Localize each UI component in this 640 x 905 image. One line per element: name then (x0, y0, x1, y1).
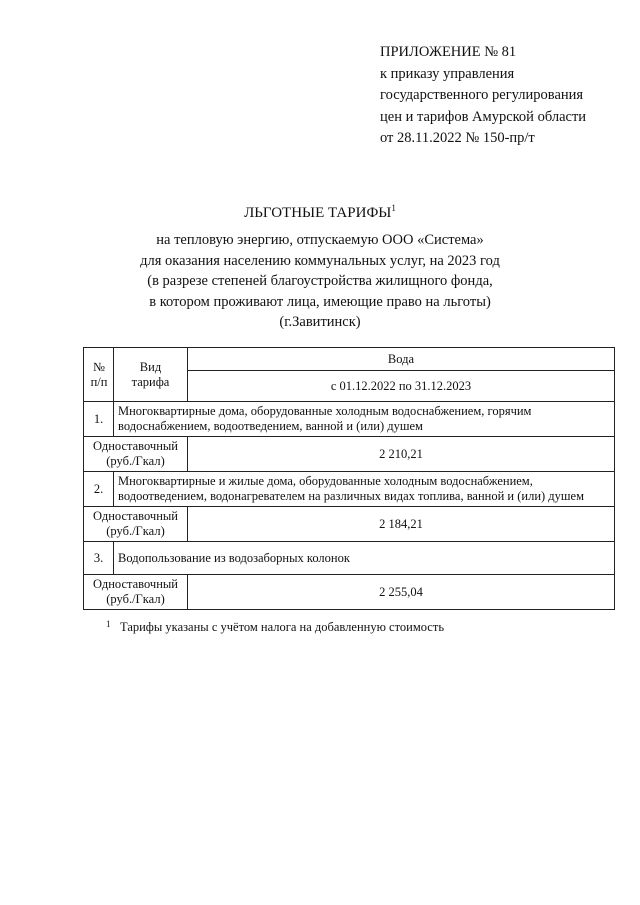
table-section-row (84, 402, 615, 437)
tariff-label: Одноставочный (руб./Гкал) (84, 437, 188, 472)
subtitle-line: на тепловую энергию, отпускаемую ООО «Система» (156, 232, 484, 248)
section-description: Водопользование из водозаборных колонок (114, 542, 615, 575)
subtitle-line: (г.Завитинск) (279, 314, 361, 330)
section-description: Многоквартирные и жилые дома, оборудованные холодным водоснабжением, водоотведением, водонагревателем на различных видах топлива, ванной и (или) душем (114, 472, 615, 507)
table-section-row (84, 472, 615, 507)
document-subtitle (0, 230, 640, 333)
tariff-label: Одноставочный (руб./Гкал) (84, 575, 188, 610)
tariff-table (83, 347, 615, 610)
appendix-header (380, 42, 586, 150)
footnote-mark: 1 (106, 619, 111, 629)
table-row (84, 575, 615, 610)
appendix-line: ПРИЛОЖЕНИЕ № 81 (380, 44, 517, 60)
header-period: с 01.12.2022 по 31.12.2023 (188, 371, 615, 402)
title-footnote-mark: 1 (391, 203, 396, 213)
subtitle-line: для оказания населению коммунальных услуг, на 2023 год (140, 252, 500, 269)
appendix-line: цен и тарифов Амурской области (380, 108, 587, 125)
document-title (0, 203, 640, 222)
tariff-value: 2 184,21 (188, 507, 615, 542)
header-number: № п/п (84, 348, 114, 402)
appendix-line: от 28.11.2022 № 150-пр/т (380, 130, 535, 146)
section-number: 3. (84, 542, 114, 575)
table-row (84, 507, 615, 542)
table-row (84, 437, 615, 472)
footnote (106, 619, 445, 635)
title-text: ЛЬГОТНЫЕ ТАРИФЫ (244, 205, 392, 221)
section-description: Многоквартирные дома, оборудованные холодным водоснабжением, горячим водоснабжением, водоотведением, ванной и (или) душем (114, 402, 615, 437)
header-water: Вода (188, 348, 615, 371)
table-section-row (84, 542, 615, 575)
subtitle-line: в котором проживают лица, имеющие право на льготы) (149, 293, 491, 310)
tariff-value: 2 210,21 (188, 437, 615, 472)
footnote-text: Тарифы указаны с учётом налога на добавленную стоимость (120, 620, 445, 634)
section-number: 2. (84, 472, 114, 507)
tariff-label: Одноставочный (руб./Гкал) (84, 507, 188, 542)
appendix-line: государственного регулирования (380, 87, 584, 103)
tariff-value: 2 255,04 (188, 575, 615, 610)
appendix-line: к приказу управления (380, 65, 515, 82)
subtitle-line: (в разрезе степеней благоустройства жилищного фонда, (147, 273, 493, 289)
header-tariff-type: Вид тарифа (114, 348, 188, 402)
section-number: 1. (84, 402, 114, 437)
